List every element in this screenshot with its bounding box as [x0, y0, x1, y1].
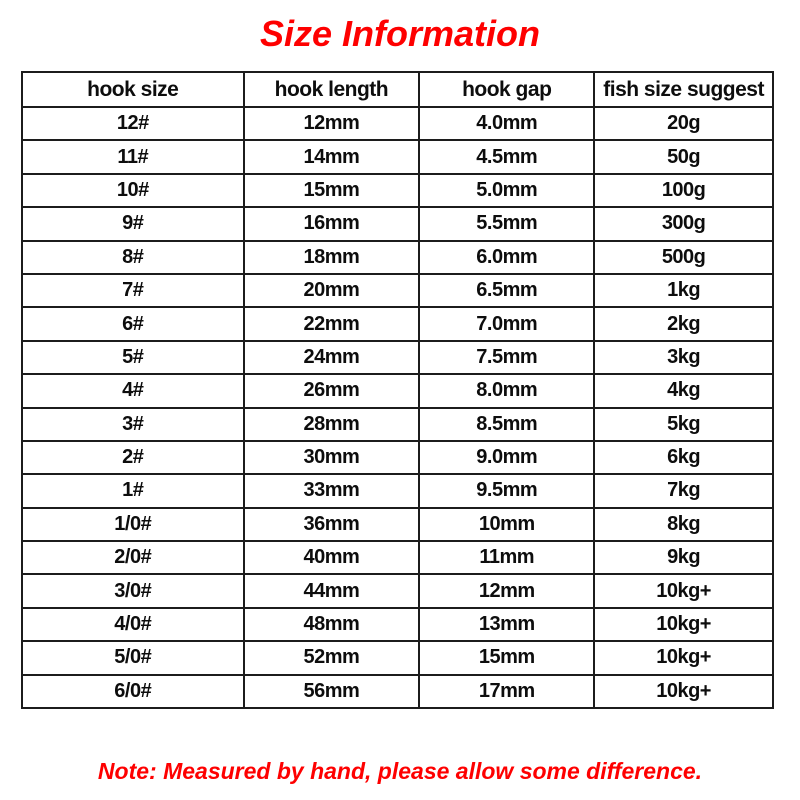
table-row [22, 307, 773, 340]
table-cell: 10kg+ [594, 675, 773, 708]
table-cell: 33mm [244, 474, 420, 507]
table-cell: 7kg [594, 474, 773, 507]
column-header-fish-size: fish size suggest [594, 72, 773, 107]
table-row [22, 675, 773, 708]
table-row [22, 274, 773, 307]
table-cell: 17mm [419, 675, 594, 708]
table-cell: 2# [22, 441, 244, 474]
table-body [22, 107, 773, 708]
table-cell: 3# [22, 408, 244, 441]
table-cell: 6# [22, 307, 244, 340]
table-cell: 3kg [594, 341, 773, 374]
table-cell: 2/0# [22, 541, 244, 574]
table-cell: 50g [594, 140, 773, 173]
table-row [22, 207, 773, 240]
table-cell: 11mm [419, 541, 594, 574]
table-row [22, 174, 773, 207]
table-cell: 4/0# [22, 608, 244, 641]
table-cell: 4# [22, 374, 244, 407]
table-row [22, 474, 773, 507]
table-cell: 15mm [419, 641, 594, 674]
table-cell: 5# [22, 341, 244, 374]
table-row [22, 241, 773, 274]
table-cell: 8kg [594, 508, 773, 541]
table-cell: 9.0mm [419, 441, 594, 474]
table-row [22, 408, 773, 441]
table-cell: 56mm [244, 675, 420, 708]
note-text: Note: Measured by hand, please allow some difference. [97, 758, 703, 784]
table-cell: 48mm [244, 608, 420, 641]
table-cell: 14mm [244, 140, 420, 173]
table-cell: 7.0mm [419, 307, 594, 340]
table-cell: 8# [22, 241, 244, 274]
table-row [22, 374, 773, 407]
table-cell: 18mm [244, 241, 420, 274]
column-header-hook-gap: hook gap [419, 72, 594, 107]
table-cell: 12mm [419, 574, 594, 607]
column-header-hook-length: hook length [244, 72, 420, 107]
table-cell: 8.5mm [419, 408, 594, 441]
table-cell: 9kg [594, 541, 773, 574]
table-cell: 10kg+ [594, 608, 773, 641]
table-cell: 16mm [244, 207, 420, 240]
table-cell: 12mm [244, 107, 420, 140]
table-cell: 10# [22, 174, 244, 207]
table-cell: 4kg [594, 374, 773, 407]
table-cell: 6.5mm [419, 274, 594, 307]
table-cell: 6.0mm [419, 241, 594, 274]
table-cell: 300g [594, 207, 773, 240]
table-cell: 36mm [244, 508, 420, 541]
table-cell: 10kg+ [594, 574, 773, 607]
table-cell: 9.5mm [419, 474, 594, 507]
table-header-row [22, 72, 773, 107]
table-cell: 7.5mm [419, 341, 594, 374]
table-cell: 500g [594, 241, 773, 274]
table-cell: 30mm [244, 441, 420, 474]
table-row [22, 608, 773, 641]
table-cell: 20mm [244, 274, 420, 307]
table-cell: 24mm [244, 341, 420, 374]
table-row [22, 541, 773, 574]
table-cell: 26mm [244, 374, 420, 407]
table-cell: 5kg [594, 408, 773, 441]
table-cell: 5.0mm [419, 174, 594, 207]
table-row [22, 641, 773, 674]
table-row [22, 441, 773, 474]
table-cell: 22mm [244, 307, 420, 340]
table-cell: 3/0# [22, 574, 244, 607]
table-cell: 5.5mm [419, 207, 594, 240]
table-cell: 1kg [594, 274, 773, 307]
table-cell: 9# [22, 207, 244, 240]
page-title: Size Information [259, 13, 541, 54]
table-row [22, 107, 773, 140]
table-cell: 100g [594, 174, 773, 207]
table-cell: 10kg+ [594, 641, 773, 674]
table-cell: 44mm [244, 574, 420, 607]
table-cell: 4.5mm [419, 140, 594, 173]
table-cell: 12# [22, 107, 244, 140]
size-table [21, 71, 774, 709]
table-cell: 5/0# [22, 641, 244, 674]
column-header-hook-size: hook size [22, 72, 244, 107]
table-cell: 40mm [244, 541, 420, 574]
table-cell: 6/0# [22, 675, 244, 708]
table-row [22, 341, 773, 374]
table-cell: 6kg [594, 441, 773, 474]
table-cell: 7# [22, 274, 244, 307]
table-cell: 20g [594, 107, 773, 140]
table-row [22, 508, 773, 541]
table-cell: 13mm [419, 608, 594, 641]
table-cell: 52mm [244, 641, 420, 674]
table-cell: 1/0# [22, 508, 244, 541]
table-cell: 15mm [244, 174, 420, 207]
table-cell: 4.0mm [419, 107, 594, 140]
table-row [22, 574, 773, 607]
table-cell: 28mm [244, 408, 420, 441]
table-cell: 2kg [594, 307, 773, 340]
table-row [22, 140, 773, 173]
table-cell: 11# [22, 140, 244, 173]
table-cell: 8.0mm [419, 374, 594, 407]
table-cell: 1# [22, 474, 244, 507]
table-cell: 10mm [419, 508, 594, 541]
